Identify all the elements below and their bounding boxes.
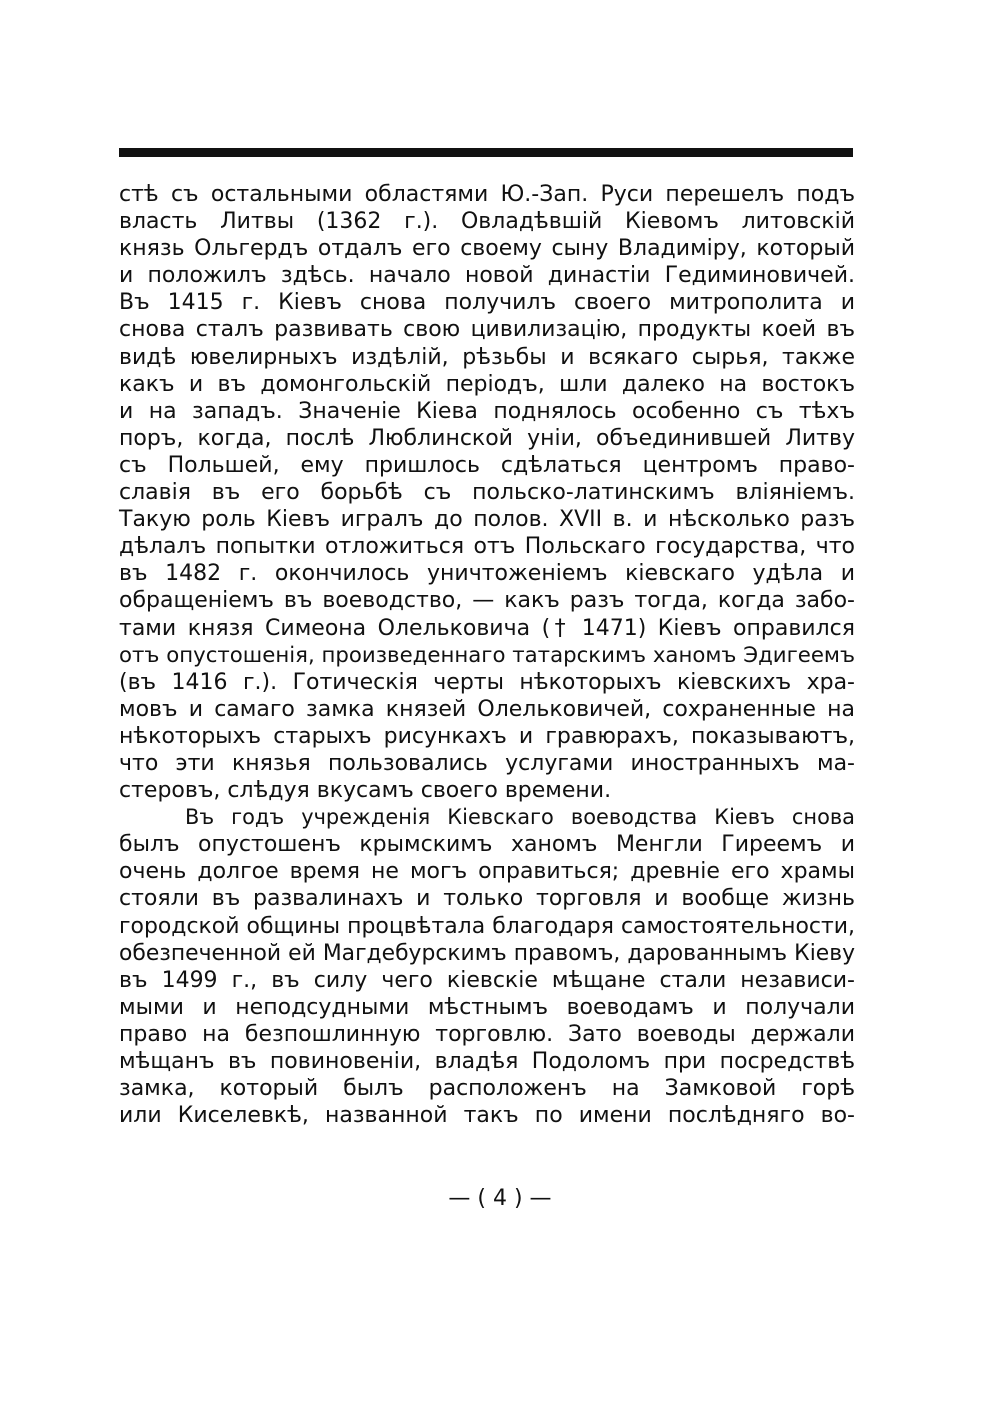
text-line: стояли въ развалинахъ и только торговля и вообще жизнь	[119, 886, 855, 912]
text-line: Такую роль Кіевъ игралъ до полов. XVII в. и нѣсколько разъ	[119, 507, 855, 533]
text-line: тами князя Симеона Олельковича († 1471) Кіевъ оправился	[119, 615, 855, 641]
text-line: обращеніемъ въ воеводство, — какъ разъ тогда, когда забо-	[119, 588, 855, 614]
text-line: поръ, когда, послѣ Люблинской уніи, объединившей Литву	[119, 425, 855, 451]
text-line: былъ опустошенъ крымскимъ ханомъ Менгли Гиреемъ и	[119, 832, 855, 858]
text-line: мыми и неподсудными мѣстнымъ воеводамъ и получали	[119, 994, 855, 1020]
text-line: обезпеченной ей Магдебурскимъ правомъ, дарованнымъ Кіеву	[119, 940, 855, 966]
text-line: отъ опустошенія, произведеннаго татарскимъ ханомъ Эдигеемъ	[119, 642, 855, 668]
text-line: мовъ и самаго замка князей Олельковичей, сохраненные на	[119, 696, 855, 722]
text-line: очень долгое время не могъ оправиться; древніе его храмы	[119, 859, 855, 885]
text-line: и положилъ здѣсь. начало новой династіи Гедиминовичей.	[119, 263, 855, 289]
text-line: дѣлалъ попытки отложиться отъ Польскаго государства, что	[119, 534, 855, 560]
text-line: нѣкоторыхъ старыхъ рисункахъ и гравюрахъ, показываютъ,	[119, 723, 855, 749]
text-line: что эти князья пользовались услугами иностранныхъ ма-	[119, 750, 855, 776]
body-text	[119, 181, 855, 1129]
text-line: какъ и въ домонгольскій періодъ, шли далеко на востокъ	[119, 371, 855, 397]
text-line: власть Литвы (1362 г.). Овладѣвшій Кіевомъ литовскій	[119, 209, 855, 235]
text-line: Въ годъ учрежденія Кіевскаго воеводства Кіевъ снова	[185, 805, 855, 830]
text-line: мѣщанъ въ повиновеніи, владѣя Подоломъ при посредствѣ	[119, 1049, 855, 1074]
text-line: снова сталъ развивать свою цивилизацію, продукты коей въ	[119, 317, 855, 343]
text-line: стѣ съ остальными областями Ю.-Зап. Руси перешелъ подъ	[119, 182, 855, 207]
text-line: или Киселевкѣ, названной такъ по имени послѣдняго во-	[119, 1103, 855, 1129]
text-line: видѣ ювелирныхъ издѣлій, рѣзьбы и всякаго сырья, также	[119, 344, 855, 370]
text-line: славія въ его борьбѣ съ польско-латинскимъ вліяніемъ.	[119, 480, 855, 506]
text-line: Въ 1415 г. Кіевъ снова получилъ своего митрополита и	[119, 290, 855, 316]
text-line: въ 1482 г. окончилось уничтоженіемъ кіевскаго удѣла и	[119, 561, 855, 587]
text-line: право на безпошлинную торговлю. Зато воеводы держали	[119, 1021, 855, 1047]
text-line: (въ 1416 г.). Готическія черты нѣкоторыхъ кіевскихъ хра-	[119, 669, 855, 695]
text-line: и на западъ. Значеніе Кіева поднялось особенно съ тѣхъ	[119, 398, 855, 424]
text-line: замка, который былъ расположенъ на Замковой горѣ	[119, 1076, 855, 1102]
text-line: князь Ольгердъ отдалъ его своему сыну Владиміру, который	[119, 236, 855, 262]
text-line: городской общины процвѣтала благодаря самостоятельности,	[119, 913, 855, 939]
text-line: съ Польшей, ему пришлось сдѣлаться центромъ право-	[119, 452, 855, 478]
text-line: въ 1499 г., въ силу чего кіевскіе мѣщане стали независи-	[119, 967, 855, 993]
text-line: стеровъ, слѣдуя вкусамъ своего времени.	[119, 778, 612, 804]
page-number: — ( 4 ) —	[448, 1186, 552, 1211]
header-rule	[119, 148, 853, 157]
